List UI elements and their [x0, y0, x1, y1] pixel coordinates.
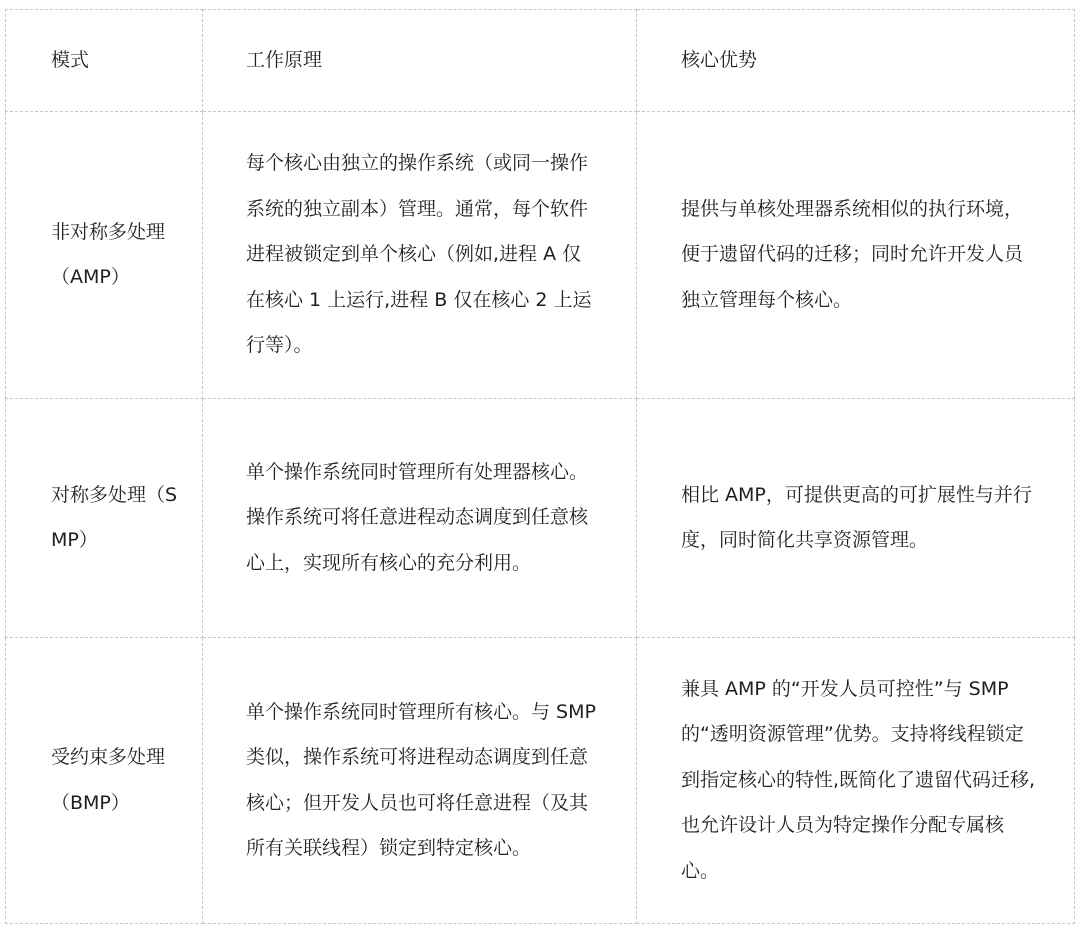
cell-mode-smp — [6, 399, 203, 638]
cell-advantage-smp — [637, 399, 1075, 638]
header-principle-label: 工作原理 — [246, 48, 323, 71]
comparison-table-container — [5, 9, 1074, 924]
header-mode-label: 模式 — [51, 48, 90, 71]
mode-bmp-text: 受约束多处理（BMP） — [51, 746, 166, 814]
cell-principle-smp — [203, 399, 637, 638]
cell-advantage-amp — [637, 112, 1075, 399]
table-row-bmp — [6, 638, 1075, 924]
cell-advantage-bmp — [637, 638, 1075, 924]
header-advantage-label: 核心优势 — [681, 48, 758, 71]
advantage-smp-text: 相比 AMP，可提供更高的可扩展性与并行度，同时简化共享资源管理。 — [681, 483, 1032, 551]
advantage-amp-text: 提供与单核处理器系统相似的执行环境，便于遗留代码的迁移；同时允许开发人员独立管理每个核心。 — [681, 197, 1024, 311]
table-row-amp — [6, 112, 1075, 399]
multiprocessing-modes-table — [5, 9, 1075, 924]
cell-principle-bmp — [203, 638, 637, 924]
cell-mode-bmp — [6, 638, 203, 924]
principle-amp-text: 每个核心由独立的操作系统（或同一操作系统的独立副本）管理。通常，每个软件进程被锁定到单个核心（例如,进程 A 仅在核心 1 上运行,进程 B 仅在核心 2 上运行等）。 — [246, 152, 592, 357]
principle-smp-text: 单个操作系统同时管理所有处理器核心。操作系统可将任意进程动态调度到任意核心上，实现所有核心的充分利用。 — [246, 460, 589, 574]
mode-amp-text: 非对称多处理（AMP） — [51, 220, 166, 288]
principle-bmp-text: 单个操作系统同时管理所有核心。与 SMP 类似，操作系统可将进程动态调度到任意核心；但开发人员也可将任意进程（及其所有关联线程）锁定到特定核心。 — [246, 700, 596, 859]
mode-smp-text: 对称多处理（SMP） — [51, 483, 178, 551]
header-advantage — [637, 10, 1075, 112]
cell-principle-amp — [203, 112, 637, 399]
advantage-bmp-text: 兼具 AMP 的“开发人员可控性”与 SMP 的“透明资源管理”优势。支持将线程锁定到指定核心的特性,既简化了遗留代码迁移,也允许设计人员为特定操作分配专属核心。 — [681, 677, 1036, 882]
cell-mode-amp — [6, 112, 203, 399]
table-header-row — [6, 10, 1075, 112]
table-row-smp — [6, 399, 1075, 638]
header-mode — [6, 10, 203, 112]
header-principle — [203, 10, 637, 112]
